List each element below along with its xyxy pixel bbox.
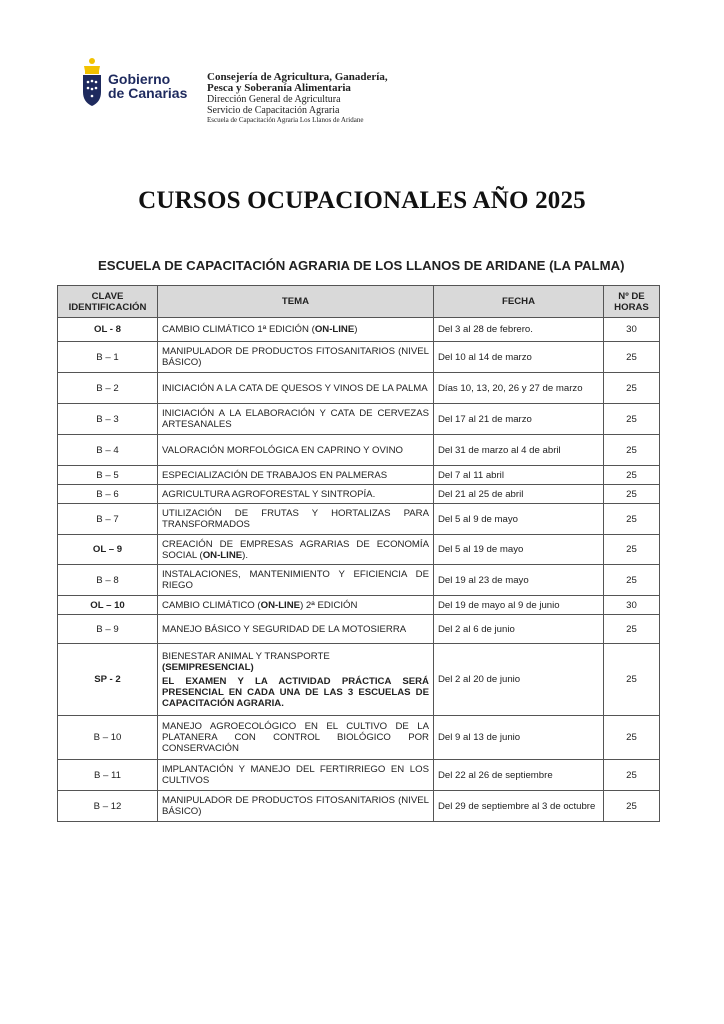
- table-row: [58, 760, 660, 791]
- row-tema: INSTALACIONES, MANTENIMIENTO Y EFICIENCIA DE RIEGO: [158, 565, 434, 596]
- row-fecha: Del 19 de mayo al 9 de junio: [434, 596, 604, 615]
- table-row: [58, 565, 660, 596]
- header-clave: [58, 286, 158, 318]
- row-code: B – 9: [58, 615, 158, 644]
- row-horas: 25: [604, 404, 660, 435]
- row-tema-bold: ON-LINE: [314, 324, 355, 335]
- row-fecha: Del 31 de marzo al 4 de abril: [434, 435, 604, 466]
- row-horas: 25: [604, 485, 660, 504]
- school-title: ESCUELA DE CAPACITACIÓN AGRARIA DE LOS LLANOS DE ARIDANE (LA PALMA): [98, 258, 625, 273]
- row-code: B – 5: [58, 466, 158, 485]
- row-tema: ESPECIALIZACIÓN DE TRABAJOS EN PALMERAS: [158, 466, 434, 485]
- row-tema-pre: CREACIÓN DE EMPRESAS AGRARIAS DE ECONOMÍA SOCIAL (: [162, 538, 429, 561]
- row-fecha: Del 2 al 6 de junio: [434, 615, 604, 644]
- row-fecha: Del 29 de septiembre al 3 de octubre: [434, 791, 604, 822]
- header-horas-line-1: Nº DE: [618, 290, 645, 302]
- row-fecha: Del 19 al 23 de mayo: [434, 565, 604, 596]
- table-row: [58, 404, 660, 435]
- row-fecha: Del 21 al 25 de abril: [434, 485, 604, 504]
- row-code: SP - 2: [58, 644, 158, 716]
- row-code: B – 12: [58, 791, 158, 822]
- table-row: [58, 791, 660, 822]
- table-row: [58, 466, 660, 485]
- department-block: [207, 72, 388, 125]
- row-tema-bold: ON-LINE: [260, 599, 301, 611]
- header-clave-line-2: IDENTIFICACIÓN: [68, 301, 147, 313]
- row-tema-post: ): [354, 324, 358, 335]
- row-tema: IMPLANTACIÓN Y MANEJO DEL FERTIRRIEGO EN LOS CULTIVOS: [158, 760, 434, 791]
- table-row: [58, 644, 660, 716]
- table-row: [58, 435, 660, 466]
- row-tema: VALORACIÓN MORFOLÓGICA EN CAPRINO Y OVINO: [158, 435, 434, 466]
- row-fecha: Días 10, 13, 20, 26 y 27 de marzo: [434, 373, 604, 404]
- row-tema: INICIACIÓN A LA ELABORACIÓN Y CATA DE CERVEZAS ARTESANALES: [158, 404, 434, 435]
- row-tema: MANEJO BÁSICO Y SEGURIDAD DE LA MOTOSIERRA: [158, 615, 434, 644]
- row-tema: [158, 596, 434, 615]
- row-tema: [158, 318, 434, 342]
- row-code: OL – 9: [58, 535, 158, 565]
- table-row: [58, 596, 660, 615]
- gobierno-name: [108, 72, 187, 100]
- row-fecha: Del 3 al 28 de febrero.: [434, 318, 604, 342]
- row-code: B – 7: [58, 504, 158, 535]
- row-tema-post: ).: [242, 549, 249, 561]
- courses-table: [57, 285, 660, 822]
- row-horas: 25: [604, 791, 660, 822]
- row-tema-bold: ON-LINE: [202, 549, 243, 561]
- header-tema: TEMA: [158, 286, 434, 318]
- row-horas: 25: [604, 435, 660, 466]
- row-tema-pre: CAMBIO CLIMÁTICO 1ª EDICIÓN (: [162, 324, 315, 335]
- row-fecha: Del 5 al 9 de mayo: [434, 504, 604, 535]
- row-horas: 25: [604, 716, 660, 760]
- row-horas: 25: [604, 466, 660, 485]
- dept-line-3: Dirección General de Agricultura: [207, 94, 341, 105]
- row-code: B – 4: [58, 435, 158, 466]
- dept-line-2: Pesca y Soberanía Alimentaria: [207, 82, 351, 94]
- gobierno-line-2: de Canarias: [108, 85, 188, 101]
- row-horas: 25: [604, 373, 660, 404]
- row-tema: AGRICULTURA AGROFORESTAL Y SINTROPÍA.: [158, 485, 434, 504]
- dept-line-1: Consejería de Agricultura, Ganadería,: [207, 71, 388, 83]
- row-tema: [158, 535, 434, 565]
- table-row: [58, 485, 660, 504]
- table-row: [58, 373, 660, 404]
- row-tema: UTILIZACIÓN DE FRUTAS Y HORTALIZAS PARA TRANSFORMADOS: [158, 504, 434, 535]
- header-fecha: FECHA: [434, 286, 604, 318]
- table-header-row: [58, 286, 660, 318]
- row-horas: 30: [604, 596, 660, 615]
- table-row: [58, 716, 660, 760]
- row-code: B – 1: [58, 342, 158, 373]
- row-tema: [158, 644, 434, 716]
- page-title: CURSOS OCUPACIONALES AÑO 2025: [138, 187, 586, 214]
- row-horas: 25: [604, 504, 660, 535]
- row-fecha: Del 22 al 26 de septiembre: [434, 760, 604, 791]
- gobierno-de-canarias-logo: [80, 56, 190, 112]
- row-horas: 25: [604, 565, 660, 596]
- row-tema: MANEJO AGROECOLÓGICO EN EL CULTIVO DE LA PLATANERA CON CONTROL BIOLÓGICO POR CONSERVACIÓN: [158, 716, 434, 760]
- row-fecha: Del 2 al 20 de junio: [434, 644, 604, 716]
- row-horas: 25: [604, 760, 660, 791]
- header-horas: [604, 286, 660, 318]
- coat-of-arms-icon: [80, 56, 104, 108]
- row-fecha: Del 17 al 21 de marzo: [434, 404, 604, 435]
- row-code: B – 8: [58, 565, 158, 596]
- row-fecha: Del 7 al 11 abril: [434, 466, 604, 485]
- row-horas: 25: [604, 342, 660, 373]
- dept-line-5: Escuela de Capacitación Agraria Los Llanos de Aridane: [207, 116, 364, 124]
- row-fecha: Del 10 al 14 de marzo: [434, 342, 604, 373]
- row-tema-post: ) 2ª EDICIÓN: [300, 599, 358, 611]
- row-horas: 25: [604, 644, 660, 716]
- row-tema-extra: EL EXAMEN Y LA ACTIVIDAD PRÁCTICA SERÁ PRESENCIAL EN CADA UNA DE LAS 3 ESCUELAS DE CAPACITACIÓN AGRARIA.: [162, 675, 429, 709]
- table-row: [58, 615, 660, 644]
- row-code: B – 10: [58, 716, 158, 760]
- gobierno-line-1: Gobierno: [108, 71, 171, 87]
- row-code: B – 2: [58, 373, 158, 404]
- row-code: B – 3: [58, 404, 158, 435]
- dept-line-4: Servicio de Capacitación Agraria: [207, 105, 340, 116]
- table-row: [58, 504, 660, 535]
- row-tema: INICIACIÓN A LA CATA DE QUESOS Y VINOS DE LA PALMA: [158, 373, 434, 404]
- header-horas-line-2: HORAS: [614, 301, 649, 313]
- header-clave-line-1: CLAVE: [91, 290, 124, 302]
- row-tema-pre: CAMBIO CLIMÁTICO (: [162, 599, 261, 611]
- row-fecha: Del 5 al 19 de mayo: [434, 535, 604, 565]
- row-code: B – 11: [58, 760, 158, 791]
- row-horas: 25: [604, 615, 660, 644]
- table-row: [58, 342, 660, 373]
- row-code: B – 6: [58, 485, 158, 504]
- row-tema-bold: (SEMIPRESENCIAL): [162, 661, 254, 673]
- row-code: OL - 8: [58, 318, 158, 342]
- table-row: [58, 318, 660, 342]
- row-horas: 25: [604, 535, 660, 565]
- table-row: [58, 535, 660, 565]
- row-code: OL – 10: [58, 596, 158, 615]
- row-fecha: Del 9 al 13 de junio: [434, 716, 604, 760]
- row-tema-text: BIENESTAR ANIMAL Y TRANSPORTE: [162, 650, 330, 662]
- row-tema: MANIPULADOR DE PRODUCTOS FITOSANITARIOS (NIVEL BÁSICO): [158, 791, 434, 822]
- row-horas: 30: [604, 318, 660, 342]
- row-tema: MANIPULADOR DE PRODUCTOS FITOSANITARIOS (NIVEL BÁSICO): [158, 342, 434, 373]
